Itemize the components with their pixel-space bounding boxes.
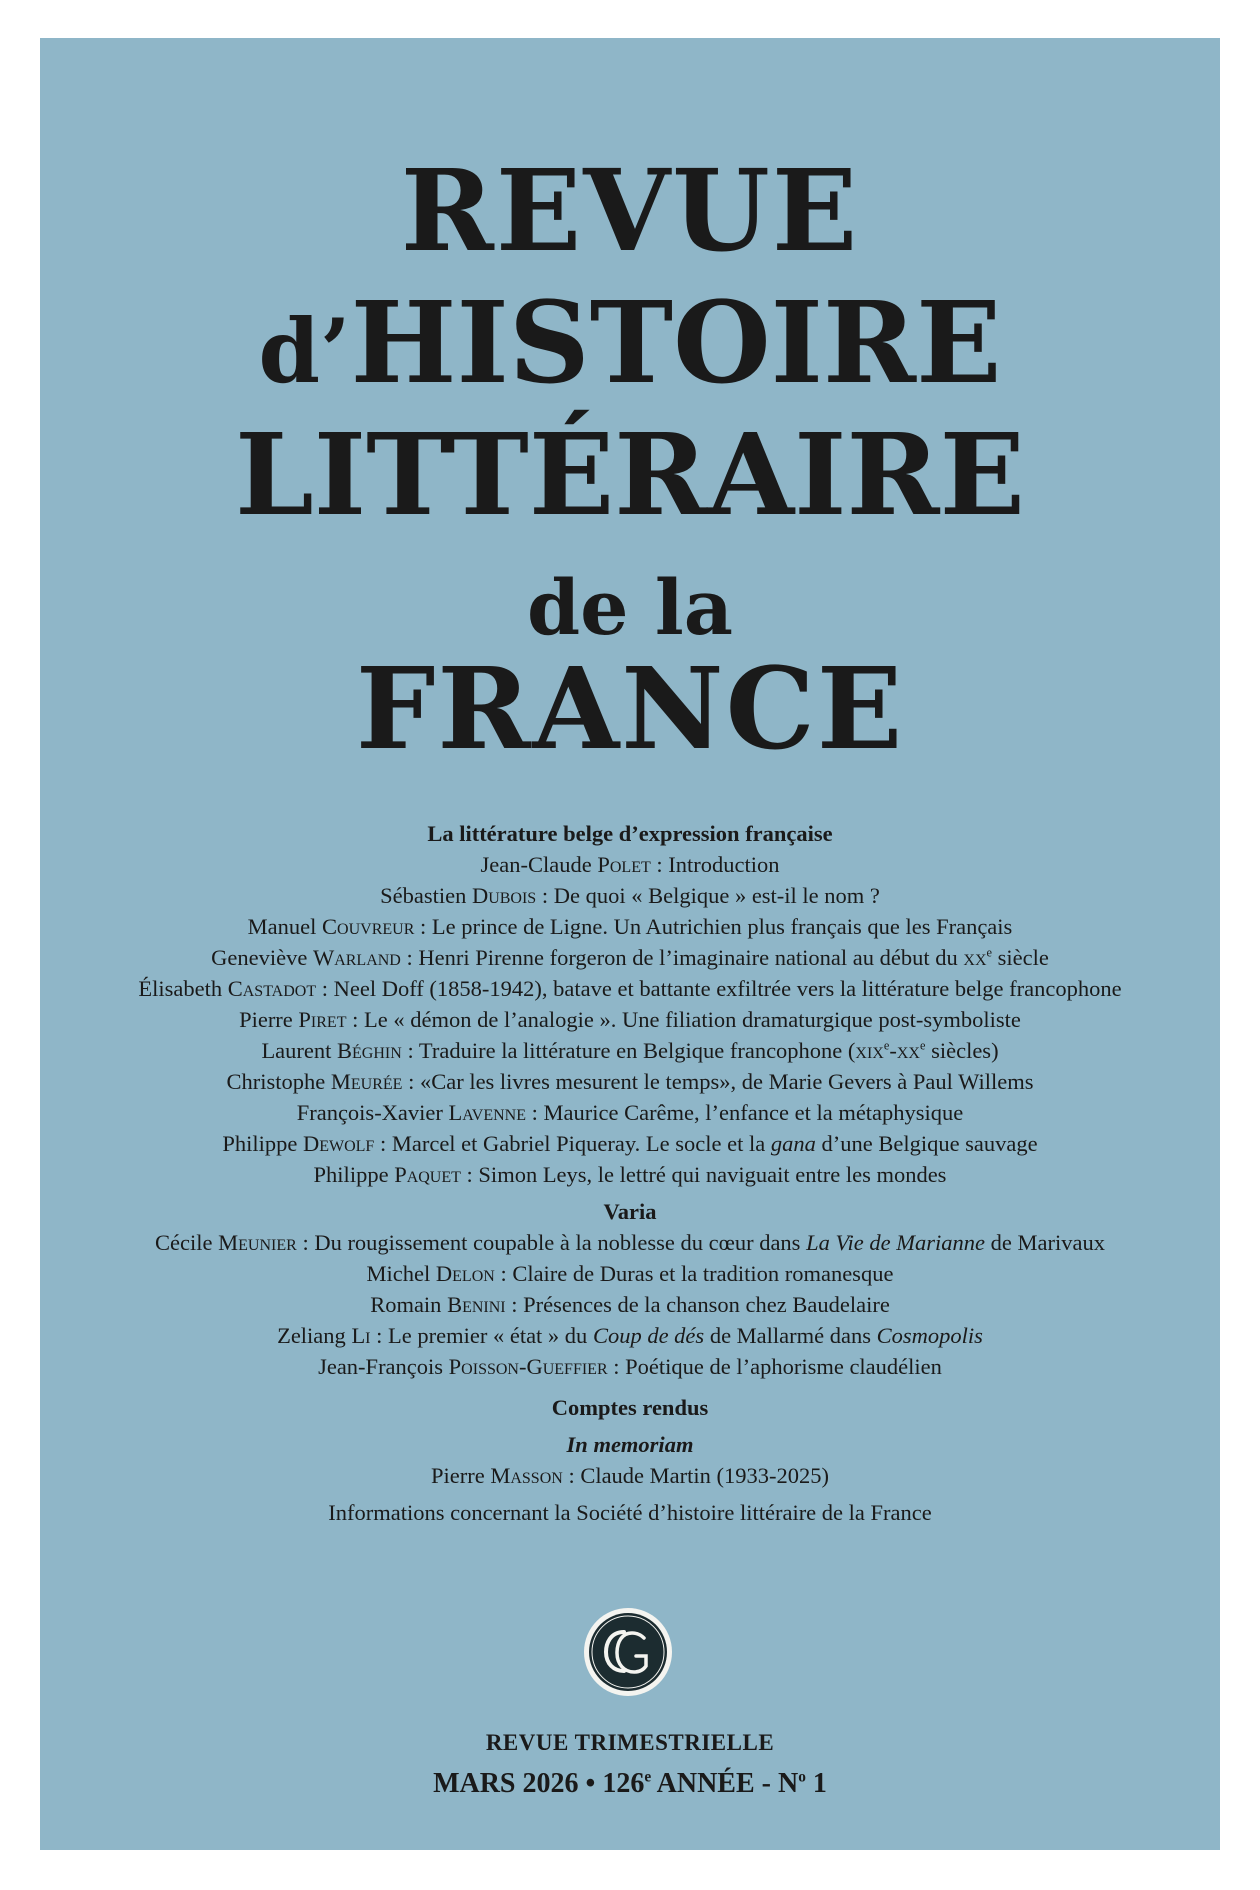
title-histoire-prefix: d’ xyxy=(258,299,351,403)
title-histoire xyxy=(40,278,1220,409)
in-memoriam-title: In memoriam xyxy=(566,1432,694,1457)
toc-entry: François-Xavier Lavenne : Maurice Carême, l’enfance et la métaphysique xyxy=(296,1100,964,1125)
toc-entry: Pierre Masson : Claude Martin (1933-2025) xyxy=(430,1463,830,1488)
toc-entry: Élisabeth Castadot : Neel Doff (1858-1942), batave et battante exfiltrée vers la littérature belge francophone xyxy=(138,976,1122,1001)
toc-entry: Laurent Béghin : Traduire la littérature en Belgique francophone ($xix^e-xx^e$ siècles) xyxy=(261,1038,999,1063)
toc-entry: Jean-Claude Polet : Introduction xyxy=(480,852,780,877)
title-revue: REVUE xyxy=(400,146,860,277)
toc-entry: Christophe Meurée : «Car les livres mesurent le temps», de Marie Gevers à Paul Willems xyxy=(226,1069,1034,1094)
toc-entry: Cécile Meunier : Du rougissement coupable à la noblesse du cœur dans La Vie de Marianne de Marivaux xyxy=(155,1230,1105,1255)
cover xyxy=(40,38,1220,1850)
title-histoire-main: HISTOIRE xyxy=(350,278,1002,409)
toc-entry: Jean-François Poisson-Gueffier : Poétique de l’aphorisme claudélien xyxy=(318,1354,942,1379)
toc-entry: Pierre Piret : Le « démon de l’analogie ». Une filiation dramaturgique post-symboliste xyxy=(239,1007,1021,1032)
footer-periodicity: REVUE TRIMESTRIELLE xyxy=(485,1730,775,1755)
dossier-title: La littérature belge d’expression française xyxy=(427,821,833,846)
toc-entry: Zeliang Li : Le premier « état » du Coup de dés de Mallarmé dans Cosmopolis xyxy=(277,1323,983,1348)
toc-entry: Romain Benini : Présences de la chanson chez Baudelaire xyxy=(370,1292,890,1317)
toc-entry: Sébastien Dubois : De quoi « Belgique » est-il le nom ? xyxy=(380,883,880,908)
toc-entry: Geneviève Warland : Henri Pirenne forgeron de l’imaginaire national au début du $xx^e$ siècle xyxy=(211,945,1049,970)
cg-monogram-logo xyxy=(584,1608,672,1696)
title-france: FRANCE xyxy=(355,644,905,775)
varia-title: Varia xyxy=(603,1199,657,1224)
informations-line: Informations concernant la Société d’histoire littéraire de la France xyxy=(328,1500,932,1525)
toc-entry: Philippe Dewolf : Marcel et Gabriel Piqueray. Le socle et la gana d’une Belgique sauvage xyxy=(222,1131,1038,1156)
table-of-contents xyxy=(40,818,1220,1528)
footer-issue: MARS 2026 • 126e ANNÉE - $N^o$ 1 xyxy=(433,1768,827,1799)
title-de-la: de la xyxy=(526,563,734,652)
toc-entry: Philippe Paquet : Simon Leys, le lettré qui naviguait entre les mondes xyxy=(313,1162,947,1187)
toc-entry: Michel Delon : Claire de Duras et la tradition romanesque xyxy=(366,1261,894,1286)
cg-monogram-icon xyxy=(584,1608,672,1696)
toc-entry: Manuel Couvreur : Le prince de Ligne. Un Autrichien plus français que les Français xyxy=(247,914,1013,939)
comptes-rendus-title: Comptes rendus xyxy=(551,1395,709,1420)
title-litteraire: LITTÉRAIRE xyxy=(234,410,1025,541)
